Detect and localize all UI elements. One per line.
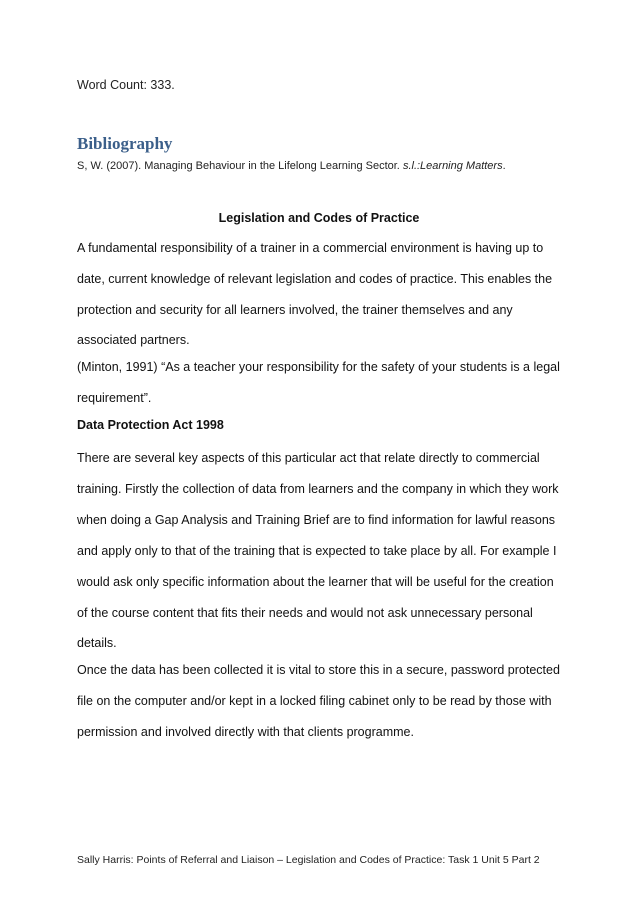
paragraph-line: associated partners. bbox=[77, 333, 190, 347]
dpa-heading: Data Protection Act 1998 bbox=[77, 418, 224, 432]
body-text-block-1 bbox=[77, 233, 567, 748]
quote-line: (Minton, 1991) “As a teacher your responsibility for the safety of your students is a legal bbox=[77, 360, 560, 374]
word-count: Word Count: 333. bbox=[77, 78, 175, 92]
paragraph-line: Once the data has been collected it is vital to store this in a secure, password protected bbox=[77, 663, 560, 677]
bibliography-heading: Bibliography bbox=[77, 134, 173, 153]
paragraph-line: protection and security for all learners involved, the trainer themselves and any bbox=[77, 303, 513, 317]
paragraph-line: training. Firstly the collection of data from learners and the company in which they work bbox=[77, 482, 559, 496]
paragraph-line: There are several key aspects of this particular act that relate directly to commercial bbox=[77, 451, 540, 465]
section-title: Legislation and Codes of Practice bbox=[218, 211, 420, 225]
paragraph-line: and apply only to that of the training that is expected to take place by all. For example I bbox=[77, 544, 557, 558]
paragraph-line: details. bbox=[77, 636, 117, 650]
paragraph-line: file on the computer and/or kept in a locked filing cabinet only to be read by those with bbox=[77, 694, 552, 708]
bibliography-entry-main: S, W. (2007). Managing Behaviour in the Lifelong Learning Sector. bbox=[77, 160, 403, 172]
paragraph-line: when doing a Gap Analysis and Training Brief are to find information for lawful reasons bbox=[77, 513, 556, 527]
paragraph-line: A fundamental responsibility of a trainer in a commercial environment is having up to bbox=[77, 241, 544, 255]
bibliography-entry-publisher: s.l.:Learning Matters bbox=[402, 160, 503, 172]
paragraph-line: date, current knowledge of relevant legislation and codes of practice. This enables the bbox=[77, 272, 553, 286]
paragraph-line: of the course content that fits their needs and would not ask unnecessary personal bbox=[77, 606, 533, 620]
page-footer: Sally Harris: Points of Referral and Liaison – Legislation and Codes of Practice: Task 1 Unit 5 Part 2 bbox=[77, 854, 540, 866]
bibliography-entry-end: . bbox=[502, 160, 506, 172]
bibliography-entry bbox=[77, 160, 506, 172]
quote-line: requirement”. bbox=[77, 391, 152, 405]
paragraph-line: permission and involved directly with that clients programme. bbox=[77, 725, 414, 739]
paragraph-line: would ask only specific information about the learner that will be useful for the creation bbox=[77, 575, 554, 589]
